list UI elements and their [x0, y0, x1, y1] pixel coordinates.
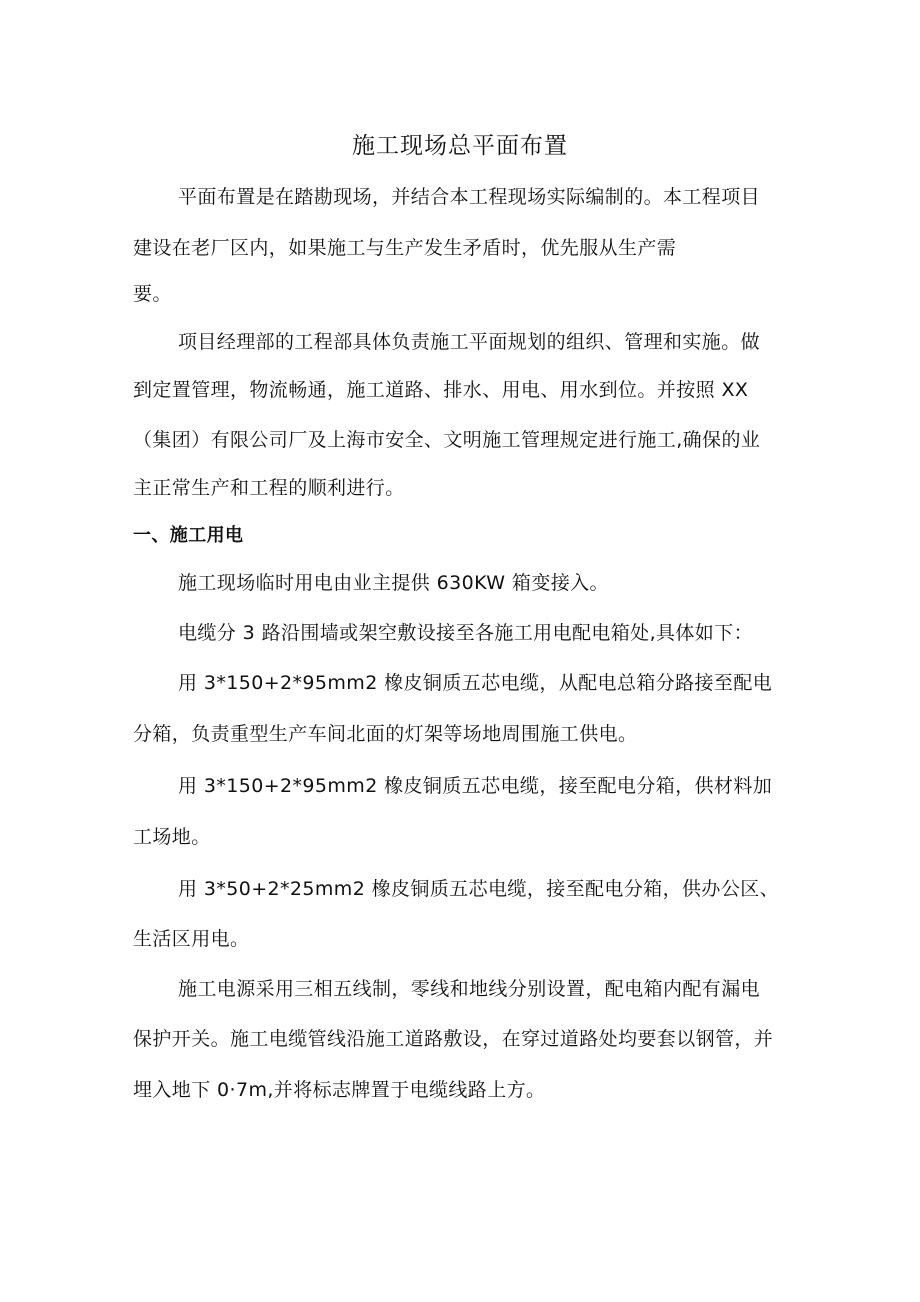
- paragraph-line: 工场地。: [133, 826, 211, 848]
- paragraph-line: 建设在老厂区内，如果施工与生产发生矛盾时，优先服从生产需: [133, 237, 677, 259]
- paragraph-line: 保护开关。施工电缆管线沿施工道路敷设，在穿过道路处均要套以钢管，并: [133, 1028, 774, 1050]
- paragraph-line: 平面布置是在踏勘现场，并结合本工程现场实际编制的。本工程项目: [178, 186, 761, 208]
- paragraph-line: 项目经理部的工程部具体负责施工平面规划的组织、管理和实施。做: [178, 331, 761, 353]
- section-heading: 一、施工用电: [133, 525, 244, 546]
- paragraph-line: 施工电源采用三相五线制，零线和地线分别设置，配电箱内配有漏电: [178, 978, 761, 1000]
- paragraph-line: 用 3*150+2*95mm2 橡皮铜质五芯电缆，接至配电分箱，供材料加: [178, 775, 773, 797]
- paragraph-line: 分箱，负责重型生产车间北面的灯架等场地周围施工供电。: [133, 723, 638, 745]
- paragraph-line: （集团）有限公司厂及上海市安全、文明施工管理规定进行施工,确保的业: [133, 429, 761, 451]
- paragraph-line: 用 3*150+2*95mm2 橡皮铜质五芯电缆，从配电总箱分路接至配电: [178, 672, 773, 694]
- document-title: 施工现场总平面布置: [352, 133, 568, 159]
- paragraph-line: 施工现场临时用电由业主提供 630KW 箱变接入。: [178, 572, 609, 594]
- paragraph-line: 要。: [133, 283, 172, 305]
- paragraph-line: 到定置管理，物流畅通，施工道路、排水、用电、用水到位。并按照 XX: [133, 379, 749, 401]
- paragraph-line: 电缆分 3 路沿围墙或架空敷设接至各施工用电配电箱处,具体如下：: [178, 622, 754, 644]
- paragraph-line: 埋入地下 0·7m,并将标志牌置于电缆线路上方。: [133, 1079, 546, 1101]
- paragraph-line: 主正常生产和工程的顺利进行。: [133, 477, 405, 499]
- paragraph-line: 生活区用电。: [133, 928, 250, 950]
- paragraph-line: 用 3*50+2*25mm2 橡皮铜质五芯电缆，接至配电分箱，供办公区、: [178, 878, 780, 900]
